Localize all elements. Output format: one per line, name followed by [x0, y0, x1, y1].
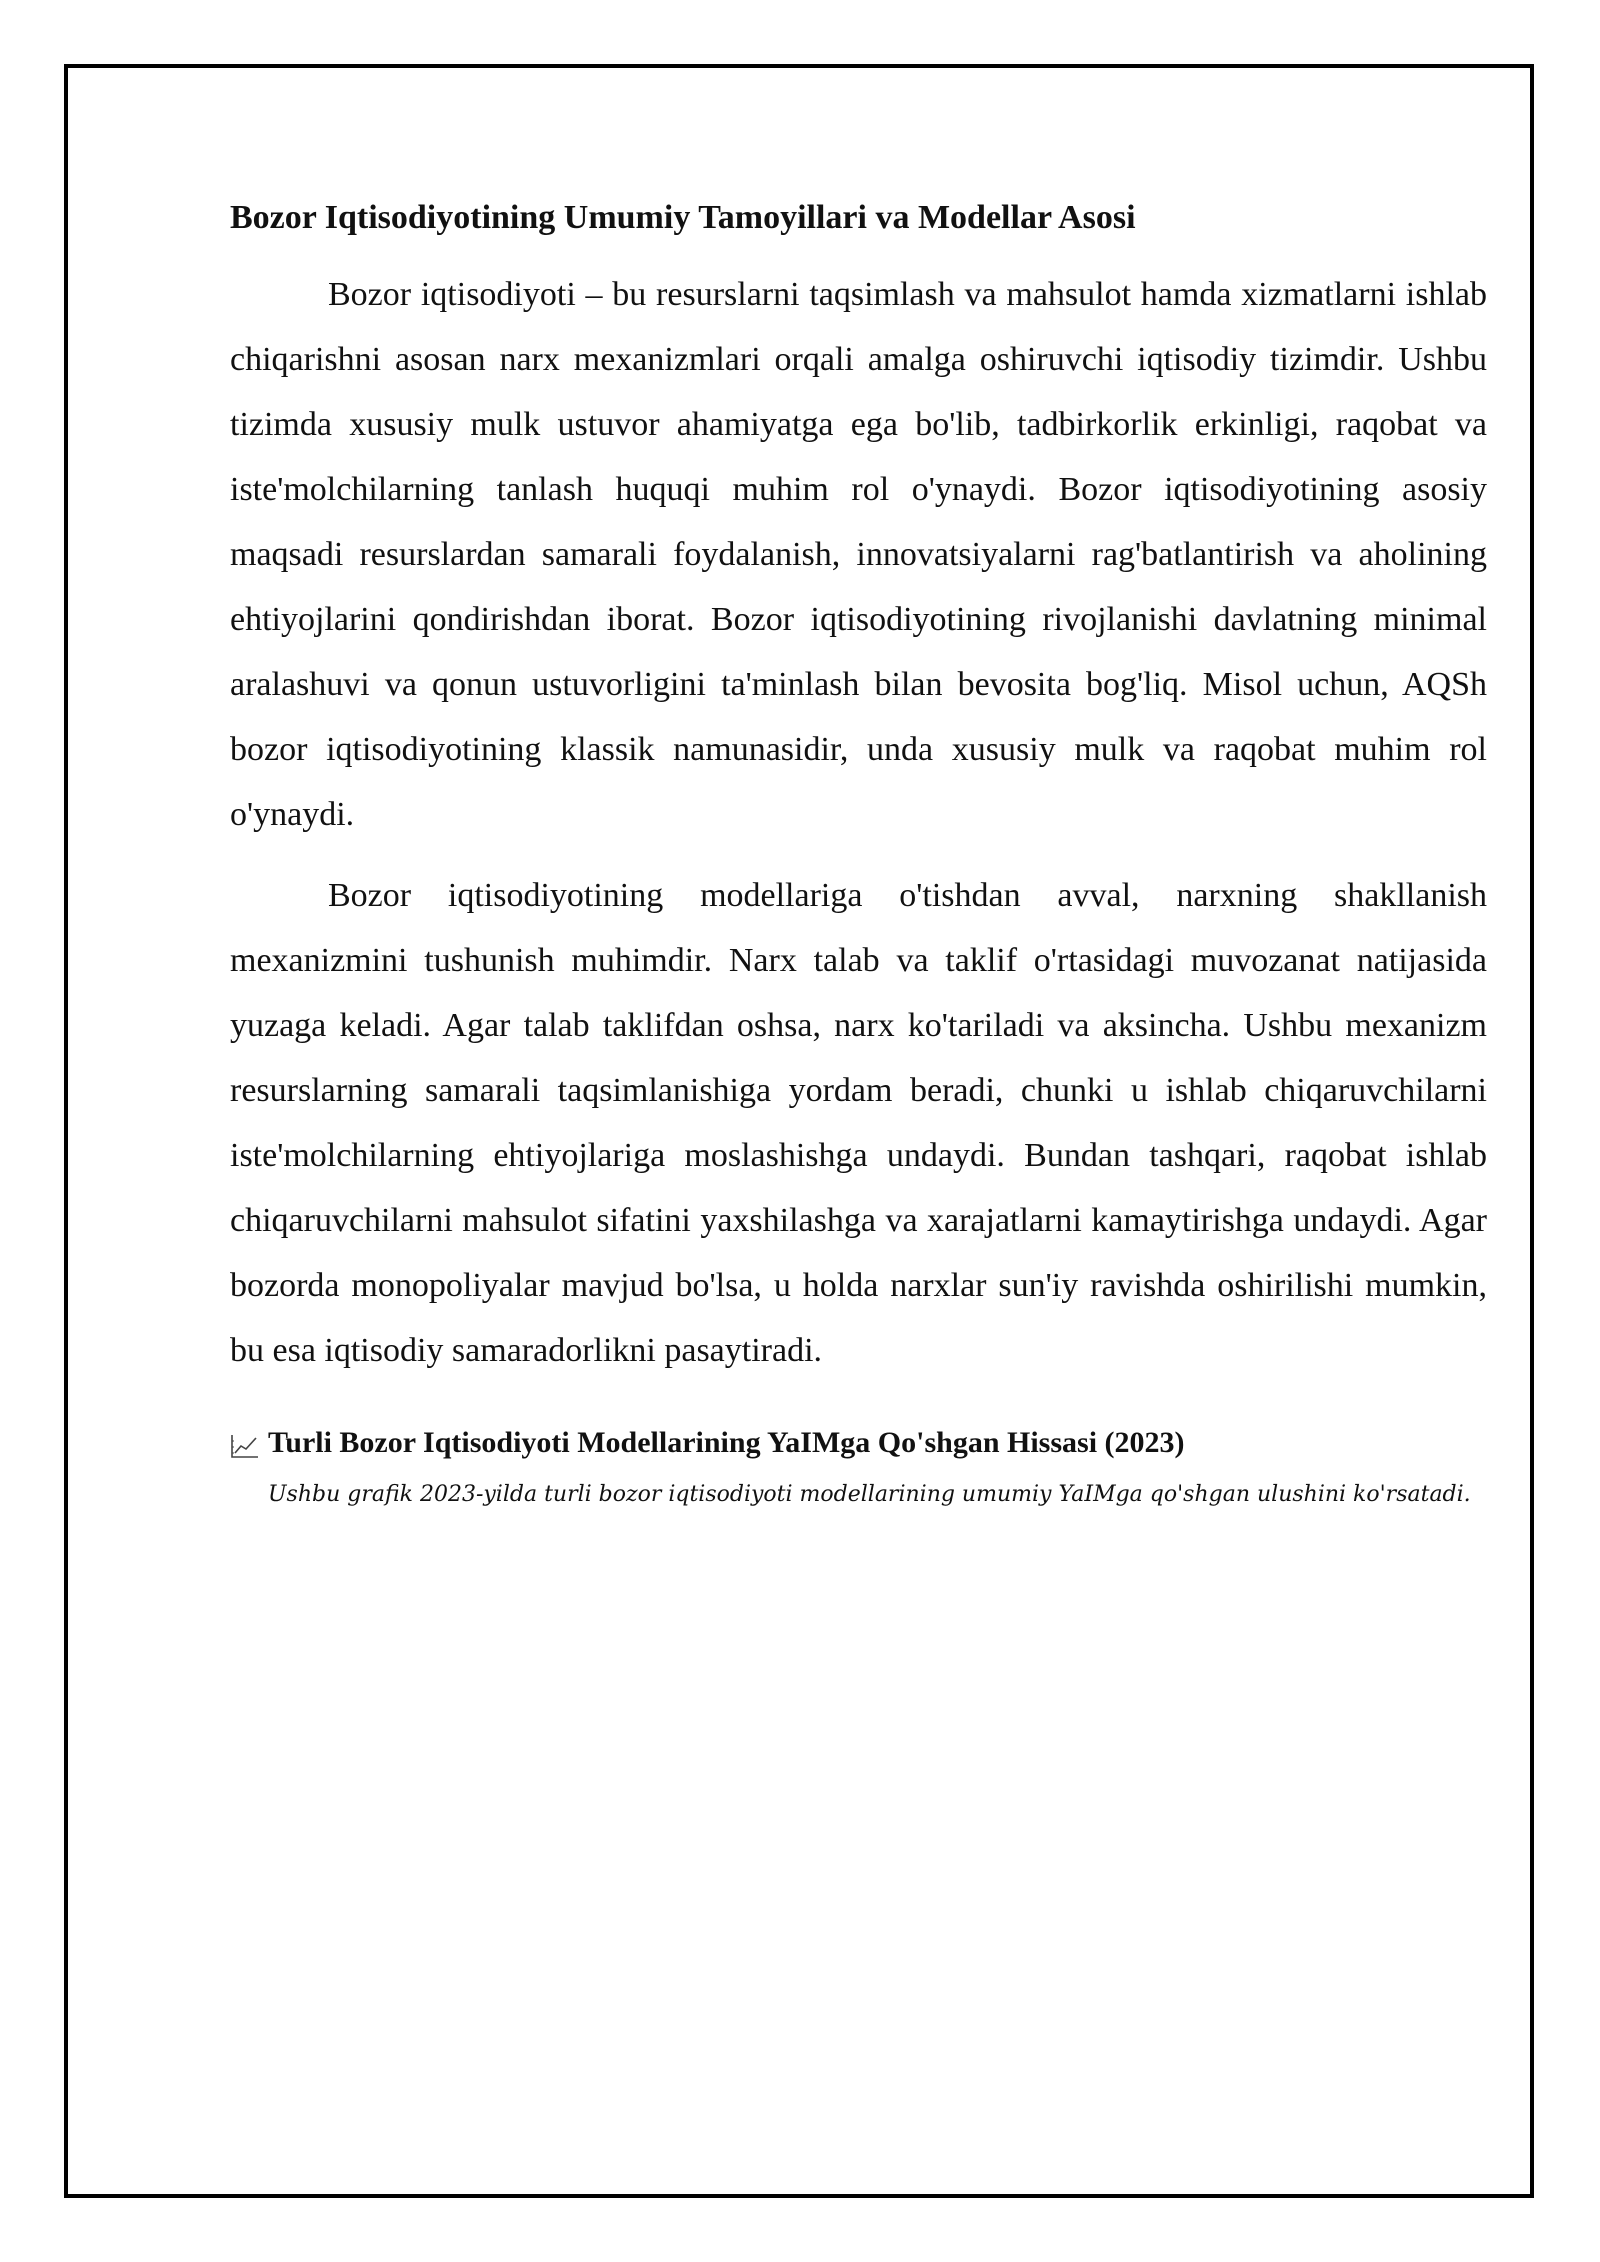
paragraph-2: Bozor iqtisodiyotining modellariga o'tishdan avval, narxning shakllanish mexanizmini tushunish muhimdir. Narx talab va taklif o'rtasidagi muvozanat natijasida yuzaga keladi. Agar talab taklifdan oshsa, narx ko'tariladi va aksincha. Ushbu mexanizm resurslarning samarali taqsimlanishiga yordam beradi, chunki u ishlab chiqaruvchilarni iste'molchilarning ehtiyojlariga moslashishga undaydi. Bundan tashqari, raqobat ishlab chiqaruvchilarni mahsulot sifatini yaxshilashga va xarajatlarni kamaytirishga undaydi. Agar bozorda monopoliyalar mavjud bo'lsa, u holda narxlar sun'iy ravishda oshirilishi mumkin, bu esa iqtisodiy samaradorlikni pasaytiradi. [230, 877, 1487, 1370]
figure-title [230, 1423, 1487, 1462]
figure-title-text: Turli Bozor Iqtisodiyoti Modellarining YaIMga Qo'shgan Hissasi (2023) [268, 1426, 1185, 1460]
paragraph-1: Bozor iqtisodiyoti – bu resurslarni taqsimlash va mahsulot hamda xizmatlarni ishlab chiqarishni asosan narx mexanizmlari orqali amalga oshiruvchi iqtisodiy tizimdir. Ushbu tizimda xususiy mulk ustuvor ahamiyatga ega bo'lib, tadbirkorlik erkinligi, raqobat va iste'molchilarning tanlash huquqi muhim rol o'ynaydi. Bozor iqtisodiyotining asosiy maqsadi resurslardan samarali foydalanish, innovatsiyalarni rag'batlantirish va aholining ehtiyojlarini qondirishdan iborat. Bozor iqtisodiyotining rivojlanishi davlatning minimal aralashuvi va qonun ustuvorligini ta'minlash bilan bevosita bog'liq. Misol uchun, AQSh bozor iqtisodiyotining klassik namunasidir, unda xususiy mulk va raqobat muhim rol o'ynaydi. [230, 276, 1487, 834]
figure-caption: Ushbu grafik 2023-yilda turli bozor iqtisodiyoti modellarining umumiy YaIMga qo'shgan ulushini ko'rsatadi. [268, 1482, 1471, 1508]
chart-increasing-icon [230, 1430, 260, 1456]
document-heading: Bozor Iqtisodiyotining Umumiy Tamoyillari va Modellar Asosi [230, 199, 1136, 236]
document-body [230, 196, 1487, 1511]
